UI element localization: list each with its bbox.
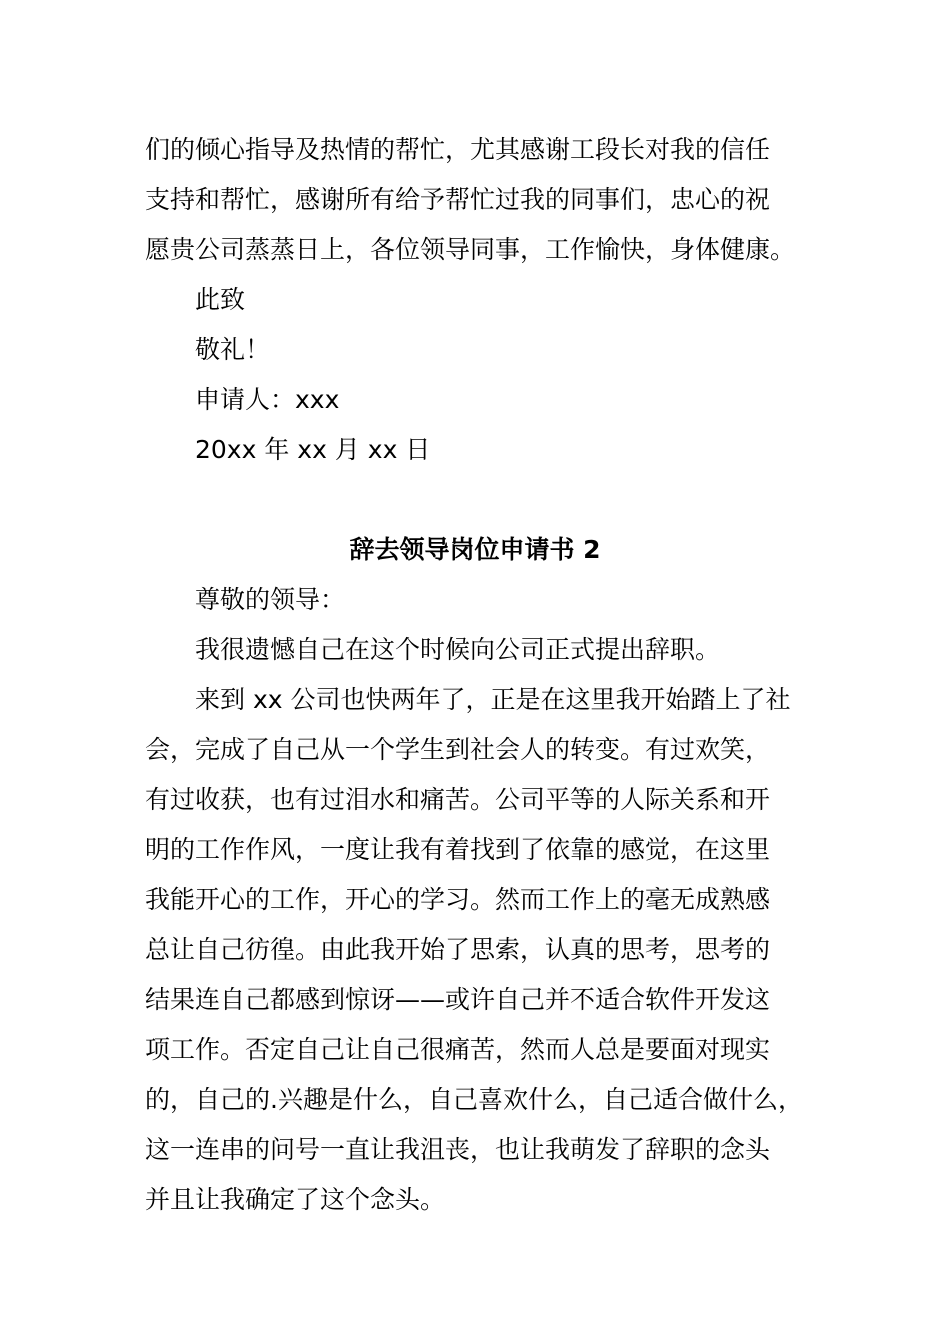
paragraph-line: 会，完成了自己从一个学生到社会人的转变。有过欢笑，	[145, 735, 771, 764]
document-page	[145, 125, 830, 1225]
salute-text: 敬礼！	[195, 335, 271, 364]
applicant-text: 申请人：xxx	[195, 385, 340, 414]
paragraph-line: 我很遗憾自己在这个时候向公司正式提出辞职。	[195, 635, 721, 664]
paragraph-line: 项工作。否定自己让自己很痛苦，然而人总是要面对现实	[145, 1035, 771, 1064]
paragraph-line: 愿贵公司蒸蒸日上，各位领导同事，工作愉快，身体健康。	[145, 235, 796, 264]
closing-text: 此致	[195, 285, 246, 314]
paragraph-line: 这一连串的问号一直让我沮丧，也让我萌发了辞职的念头	[145, 1135, 771, 1164]
paragraph-line: 并且让我确定了这个念头。	[145, 1185, 446, 1214]
section-title: 辞去领导岗位申请书 2	[349, 535, 601, 564]
paragraph-line: 结果连自己都感到惊讶——或许自己并不适合软件开发这	[145, 985, 771, 1014]
paragraph-line: 我能开心的工作，开心的学习。然而工作上的毫无成熟感	[145, 885, 771, 914]
paragraph-line: 明的工作作风，一度让我有着找到了依靠的感觉，在这里	[145, 835, 771, 864]
date-text: 20xx 年 xx 月 xx 日	[195, 435, 431, 464]
paragraph-line: 的，自己的.兴趣是什么，自己喜欢什么，自己适合做什么，	[145, 1085, 803, 1114]
paragraph-line: 来到 xx 公司也快两年了，正是在这里我开始踏上了社	[195, 685, 791, 714]
greeting-text: 尊敬的领导：	[195, 585, 346, 614]
paragraph-line: 有过收获，也有过泪水和痛苦。公司平等的人际关系和开	[145, 785, 771, 814]
paragraph-line: 总让自己彷徨。由此我开始了思索，认真的思考，思考的	[145, 935, 771, 964]
section-gap	[145, 475, 830, 525]
paragraph-line: 们的倾心指导及热情的帮忙，尤其感谢工段长对我的信任	[145, 135, 771, 164]
paragraph-line: 支持和帮忙，感谢所有给予帮忙过我的同事们，忠心的祝	[145, 185, 771, 214]
